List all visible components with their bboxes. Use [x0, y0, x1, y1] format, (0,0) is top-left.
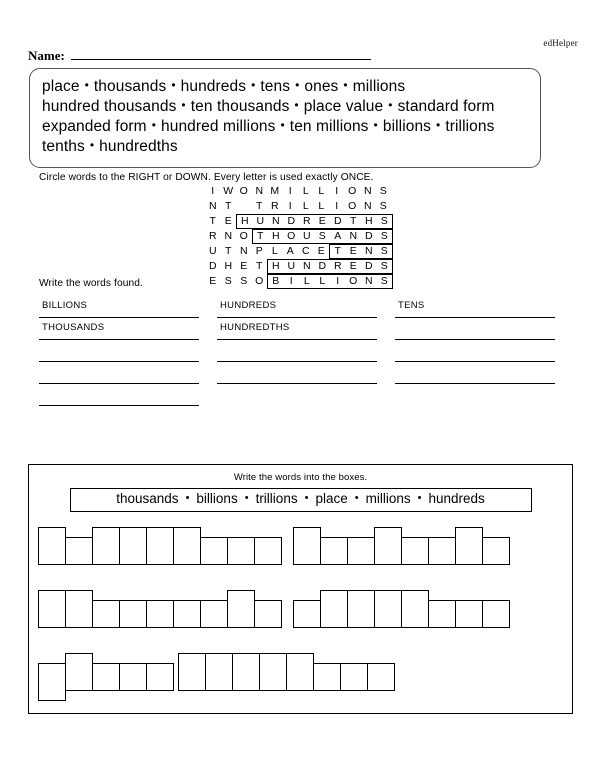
letter-box[interactable]	[227, 590, 255, 628]
grid-letter: T	[225, 245, 232, 257]
grid-letter: R	[270, 200, 279, 212]
grid-letter: O	[348, 185, 357, 197]
word-bank-term: billions	[382, 118, 432, 135]
letter-box[interactable]	[119, 527, 147, 565]
letter-box[interactable]	[293, 600, 321, 628]
letter-box[interactable]	[173, 527, 201, 565]
answer-line[interactable]	[395, 318, 555, 340]
letter-box[interactable]	[313, 663, 341, 691]
grid-letter: I	[211, 185, 215, 197]
grid-letter: S	[380, 215, 388, 227]
grid-letter: I	[336, 275, 340, 287]
word-shape-row	[29, 520, 572, 575]
letter-box[interactable]	[347, 537, 375, 565]
letter-box[interactable]	[227, 537, 255, 565]
word-bank-term: millions	[352, 78, 406, 95]
grid-row	[205, 214, 393, 229]
answer-line[interactable]	[395, 362, 555, 384]
word-bank-term: standard form	[397, 98, 495, 115]
bullet-separator-icon: •	[181, 98, 186, 112]
letter-box[interactable]	[455, 600, 483, 628]
grid-letter: E	[349, 245, 357, 257]
grid-letter: H	[271, 230, 280, 242]
letter-box[interactable]	[92, 600, 120, 628]
letter-box[interactable]	[232, 653, 260, 691]
answer-line[interactable]	[217, 362, 377, 384]
grid-letter: I	[289, 275, 293, 287]
grid-letter: O	[239, 230, 248, 242]
word-shape-row	[29, 583, 572, 638]
letter-box[interactable]	[38, 663, 66, 701]
bullet-separator-icon: •	[151, 118, 157, 132]
answer-line[interactable]: THOUSANDS	[39, 318, 199, 340]
grid-letter: U	[302, 230, 311, 242]
word-bank-line	[42, 77, 528, 97]
grid-letter: I	[288, 185, 292, 197]
word-shape-group	[294, 590, 510, 628]
write-into-boxes-section	[28, 464, 573, 714]
grid-letter: B	[272, 275, 280, 287]
letter-box[interactable]	[146, 600, 174, 628]
bullet-separator-icon: •	[171, 78, 176, 92]
word-shape-group	[179, 653, 395, 691]
answer-lines	[39, 296, 559, 406]
letter-box[interactable]	[146, 527, 174, 565]
grid-letter: U	[208, 245, 217, 257]
word-shape-group	[39, 653, 174, 691]
grid-letter: S	[379, 200, 387, 212]
grid-row	[205, 274, 393, 289]
grid-row	[205, 229, 393, 244]
grid-letter: D	[364, 230, 373, 242]
write-words-found-label: Write the words found.	[39, 278, 143, 289]
circled-answer-word	[252, 229, 394, 244]
grid-letter: H	[271, 260, 280, 272]
grid-letter: T	[334, 245, 341, 257]
answer-line[interactable]	[217, 340, 377, 362]
word-shape-group	[39, 590, 282, 628]
grid-letter: O	[349, 275, 358, 287]
grid-letter: U	[256, 215, 265, 227]
word-bank-term: hundredths	[99, 138, 178, 155]
grid-letter: R	[208, 230, 217, 242]
boxes-word-bank-term: millions	[365, 491, 411, 506]
circled-answer-word	[236, 214, 393, 229]
bullet-separator-icon: •	[436, 118, 441, 132]
grid-letter: M	[270, 185, 280, 197]
grid-letter: N	[349, 230, 358, 242]
letter-box[interactable]	[482, 600, 510, 628]
bullet-separator-icon: •	[388, 98, 393, 112]
letter-box[interactable]	[119, 663, 147, 691]
word-bank-term: place value	[303, 98, 384, 115]
grid-letter: D	[333, 215, 342, 227]
word-bank-term: ten millions	[289, 118, 369, 135]
grid-row	[205, 259, 393, 274]
grid-letter: I	[335, 200, 339, 212]
word-bank-term: tens	[260, 78, 291, 95]
grid-letter: N	[224, 230, 233, 242]
answer-line[interactable]	[39, 340, 199, 362]
circled-answer-word	[329, 244, 393, 259]
letter-box[interactable]	[428, 600, 456, 628]
letter-box[interactable]	[254, 537, 282, 565]
grid-letter: C	[301, 245, 310, 257]
answer-line[interactable]	[395, 340, 555, 362]
grid-letter: N	[208, 200, 217, 212]
grid-letter: I	[335, 185, 339, 197]
bullet-separator-icon: •	[304, 492, 309, 504]
grid-letter: E	[318, 215, 326, 227]
grid-letter: A	[286, 245, 294, 257]
name-input-line[interactable]	[71, 59, 371, 60]
letter-box[interactable]	[401, 590, 429, 628]
grid-letter: L	[302, 200, 309, 212]
answer-line[interactable]: BILLIONS	[39, 296, 199, 318]
letter-box[interactable]	[347, 590, 375, 628]
letter-box[interactable]	[254, 600, 282, 628]
word-shape-row	[29, 646, 572, 701]
grid-letter: N	[364, 245, 373, 257]
word-search-grid	[205, 184, 393, 289]
letter-box[interactable]	[374, 590, 402, 628]
grid-letter: L	[318, 185, 325, 197]
grid-letter: T	[256, 260, 263, 272]
circled-answer-word	[267, 274, 393, 289]
grid-row	[205, 184, 393, 199]
grid-letter: N	[239, 245, 248, 257]
word-bank-line	[42, 97, 528, 117]
bullet-separator-icon: •	[280, 118, 285, 132]
name-field-row	[28, 49, 371, 62]
word-bank-term: hundred thousands	[42, 98, 177, 115]
letter-box[interactable]	[178, 653, 206, 691]
letter-box[interactable]	[320, 590, 348, 628]
word-shape-group	[39, 527, 282, 565]
grid-letter: P	[255, 245, 263, 257]
grid-letter: E	[240, 260, 248, 272]
grid-letter: L	[318, 200, 325, 212]
grid-letter: R	[333, 260, 342, 272]
answer-column	[39, 296, 199, 406]
boxes-word-bank-term: billions	[196, 491, 238, 506]
grid-letter: D	[287, 215, 296, 227]
bullet-separator-icon: •	[343, 78, 348, 92]
word-bank-term: ten thousands	[190, 98, 290, 115]
top-word-bank	[29, 68, 541, 168]
letter-box[interactable]	[455, 527, 483, 565]
answer-line[interactable]: HUNDREDTHS	[217, 318, 377, 340]
letter-box[interactable]	[92, 663, 120, 691]
grid-letter: S	[380, 260, 388, 272]
letter-box[interactable]	[38, 527, 66, 565]
edhelper-brand: edHelper	[543, 38, 578, 48]
grid-letter: E	[317, 245, 325, 257]
grid-letter: D	[208, 260, 217, 272]
grid-letter: A	[334, 230, 342, 242]
grid-letter: S	[224, 275, 232, 287]
word-bank-term: ones	[304, 78, 339, 95]
name-label: Name:	[28, 48, 65, 63]
boxes-word-bank-term: thousands	[116, 491, 179, 506]
answer-line[interactable]: TENS	[395, 296, 555, 318]
letter-box[interactable]	[340, 663, 368, 691]
puzzle-instructions: Circle words to the RIGHT or DOWN. Every letter is used exactly ONCE.	[39, 172, 374, 183]
bullet-separator-icon: •	[373, 118, 378, 132]
word-bank-term: trillions	[445, 118, 495, 135]
grid-letter: S	[380, 275, 388, 287]
answer-line[interactable]	[39, 362, 199, 384]
circled-answer-word	[267, 259, 393, 274]
letter-box[interactable]	[367, 663, 395, 691]
letter-box[interactable]	[482, 537, 510, 565]
letter-box[interactable]	[374, 527, 402, 565]
letter-box[interactable]	[286, 653, 314, 691]
grid-letter: T	[256, 200, 263, 212]
letter-box[interactable]	[401, 537, 429, 565]
grid-letter: U	[287, 260, 296, 272]
grid-letter: S	[379, 185, 387, 197]
bullet-separator-icon: •	[244, 492, 249, 504]
answer-column	[217, 296, 377, 406]
answer-line[interactable]: HUNDREDS	[217, 296, 377, 318]
grid-row	[205, 199, 393, 214]
grid-letter: N	[363, 185, 372, 197]
grid-letter: O	[255, 275, 264, 287]
word-bank-term: expanded form	[42, 118, 147, 135]
word-bank-term: hundreds	[180, 78, 247, 95]
word-bank-term: hundred millions	[161, 118, 276, 135]
letter-box[interactable]	[293, 527, 321, 565]
grid-letter: N	[363, 200, 372, 212]
bullet-separator-icon: •	[251, 78, 256, 92]
bullet-separator-icon: •	[295, 78, 300, 92]
grid-letter: E	[349, 260, 357, 272]
grid-letter: R	[302, 215, 311, 227]
grid-letter: T	[209, 215, 216, 227]
grid-letter: S	[380, 245, 388, 257]
grid-letter: L	[302, 185, 309, 197]
letter-box[interactable]	[428, 537, 456, 565]
boxes-word-bank-term: hundreds	[428, 491, 485, 506]
grid-letter: T	[225, 200, 232, 212]
boxes-section-title: Write the words into the boxes.	[233, 472, 368, 483]
answer-column	[395, 296, 555, 406]
grid-letter: S	[318, 230, 326, 242]
grid-letter: O	[239, 185, 248, 197]
grid-letter: D	[318, 260, 327, 272]
word-shape-rows	[29, 520, 572, 701]
letter-box[interactable]	[173, 600, 201, 628]
word-bank-term: tenths	[42, 138, 85, 155]
bullet-separator-icon: •	[84, 78, 89, 92]
letter-box[interactable]	[320, 537, 348, 565]
bullet-separator-icon: •	[294, 98, 299, 112]
grid-letter: L	[271, 245, 278, 257]
grid-letter: T	[350, 215, 357, 227]
answer-line[interactable]	[39, 384, 199, 406]
bullet-separator-icon: •	[417, 492, 422, 504]
letter-box[interactable]	[146, 663, 174, 691]
grid-letter: T	[257, 230, 264, 242]
boxes-word-bank-term: trillions	[255, 491, 298, 506]
grid-letter: E	[224, 215, 232, 227]
word-bank-term: thousands	[93, 78, 167, 95]
grid-letter: N	[271, 215, 280, 227]
bullet-separator-icon: •	[354, 492, 359, 504]
word-shape-group	[294, 527, 510, 565]
grid-letter: L	[303, 275, 310, 287]
grid-letter: E	[209, 275, 217, 287]
word-bank-term: place	[42, 78, 80, 95]
grid-letter: N	[364, 275, 373, 287]
boxes-word-bank	[70, 488, 532, 512]
grid-letter: H	[240, 215, 249, 227]
letter-box[interactable]	[205, 653, 233, 691]
grid-letter: H	[364, 215, 373, 227]
letter-box[interactable]	[200, 600, 228, 628]
grid-letter: L	[319, 275, 326, 287]
word-bank-line	[42, 117, 528, 137]
grid-letter: I	[288, 200, 292, 212]
letter-box[interactable]	[200, 537, 228, 565]
letter-box[interactable]	[65, 590, 93, 628]
letter-box[interactable]	[65, 653, 93, 691]
letter-box[interactable]	[92, 527, 120, 565]
grid-letter: S	[240, 275, 248, 287]
boxes-word-bank-term: place	[315, 491, 348, 506]
grid-letter: H	[224, 260, 233, 272]
bullet-separator-icon: •	[89, 138, 95, 152]
grid-letter: S	[380, 230, 388, 242]
letter-box[interactable]	[38, 590, 66, 628]
bullet-separator-icon: •	[185, 492, 190, 504]
grid-letter: O	[287, 230, 296, 242]
grid-letter: O	[348, 200, 357, 212]
grid-letter: W	[223, 185, 234, 197]
grid-row	[205, 244, 393, 259]
letter-box[interactable]	[119, 600, 147, 628]
letter-box[interactable]	[65, 537, 93, 565]
grid-letter: D	[364, 260, 373, 272]
word-bank-line	[42, 137, 528, 157]
grid-letter: N	[302, 260, 311, 272]
letter-box[interactable]	[259, 653, 287, 691]
grid-letter: N	[255, 185, 264, 197]
